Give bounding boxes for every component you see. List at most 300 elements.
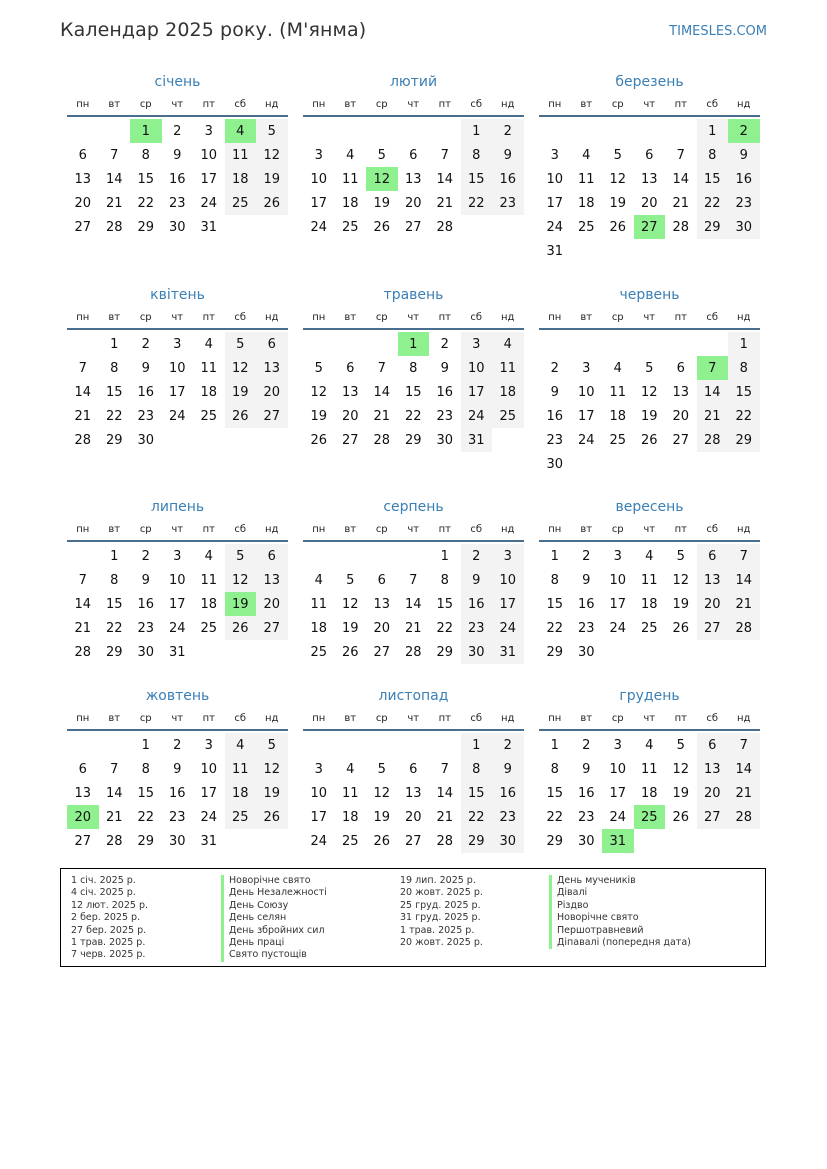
day-cell: 13	[256, 356, 288, 380]
day-cell: 31	[461, 428, 493, 452]
weekday-label: ср	[139, 523, 152, 535]
weekday-label: сб	[470, 98, 483, 110]
day-cell: 27	[404, 219, 422, 235]
holiday-date: 1 трав. 2025 р.	[400, 924, 475, 936]
day-cell: 2	[582, 548, 591, 564]
day-cell: 30	[577, 833, 595, 849]
holiday-date: 19 лип. 2025 р.	[400, 875, 476, 886]
day-cell: 16	[461, 592, 493, 616]
day-cell: 26	[373, 219, 391, 235]
month-12	[539, 685, 760, 853]
day-cell: 1	[461, 733, 493, 757]
day-cell: 27	[697, 616, 729, 640]
day-cell: 6	[645, 147, 654, 163]
month-7	[67, 496, 288, 664]
day-cell: 21	[672, 195, 690, 211]
day-grid	[303, 544, 524, 664]
day-cell: 23	[728, 191, 760, 215]
day-cell: 21	[728, 781, 760, 805]
weekday-label: ср	[611, 98, 624, 110]
month-name: лютий	[389, 74, 438, 90]
day-cell: 26	[256, 805, 288, 829]
month-name: грудень	[619, 688, 680, 704]
day-cell: 9	[492, 757, 524, 781]
day-cell: 7	[377, 360, 386, 376]
weekday-label: пн	[548, 523, 562, 535]
weekday-header	[303, 518, 524, 542]
day-blank	[602, 119, 634, 143]
day-cell: 7	[78, 572, 87, 588]
month-name: вересень	[615, 499, 684, 515]
day-cell: 18	[225, 167, 257, 191]
holiday-date: 7 черв. 2025 р.	[71, 949, 146, 961]
day-cell: 22	[105, 408, 123, 424]
day-cell: 5	[225, 332, 257, 356]
day-cell: 3	[173, 548, 182, 564]
holiday-name: День селян	[221, 912, 327, 924]
day-cell: 24	[609, 809, 627, 825]
day-cell: 18	[341, 195, 359, 211]
weekday-label: сб	[470, 523, 483, 535]
weekday-label: чт	[171, 311, 184, 323]
day-cell: 14	[436, 171, 454, 187]
day-cell: 25	[310, 644, 328, 660]
month-name: листопад	[378, 688, 449, 704]
day-cell: 9	[173, 147, 182, 163]
day-cell: 20	[672, 408, 690, 424]
day-cell: 17	[310, 809, 328, 825]
day-cell: 29	[461, 829, 493, 853]
day-cell: 20	[341, 408, 359, 424]
day-cell: 14	[697, 380, 729, 404]
weekday-label: ср	[139, 98, 152, 110]
weekday-label: нд	[265, 311, 279, 323]
day-cell: 5	[346, 572, 355, 588]
day-cell: 4	[346, 761, 355, 777]
day-cell: 7	[78, 360, 87, 376]
weekday-label: пт	[202, 523, 215, 535]
day-cell: 18	[200, 596, 218, 612]
day-blank	[571, 119, 603, 143]
day-cell: 7	[440, 147, 449, 163]
day-cell: 20	[67, 805, 99, 829]
weekday-label: ср	[139, 311, 152, 323]
day-blank	[99, 733, 131, 757]
day-cell: 7	[409, 572, 418, 588]
month-name: травень	[383, 287, 444, 303]
day-cell: 18	[492, 380, 524, 404]
day-cell: 3	[582, 360, 591, 376]
day-cell: 14	[436, 785, 454, 801]
day-cell: 10	[546, 171, 564, 187]
day-cell: 31	[602, 829, 634, 853]
holiday-name: День праці	[221, 937, 327, 949]
weekday-label: сб	[234, 712, 247, 724]
weekday-label: нд	[265, 523, 279, 535]
holiday-date: 12 лют. 2025 р.	[71, 899, 148, 911]
day-cell: 6	[697, 733, 729, 757]
month-9	[539, 496, 760, 664]
day-cell: 4	[613, 360, 622, 376]
day-cell: 4	[314, 572, 323, 588]
day-blank	[634, 332, 666, 356]
holiday-date: 20 жовт. 2025 р.	[400, 887, 483, 899]
day-cell: 2	[173, 123, 182, 139]
day-cell: 16	[168, 171, 186, 187]
weekday-label: нд	[501, 311, 515, 323]
day-cell: 4	[204, 336, 213, 352]
day-cell: 21	[697, 404, 729, 428]
day-cell: 20	[640, 195, 658, 211]
day-cell: 2	[141, 336, 150, 352]
day-cell: 13	[640, 171, 658, 187]
month-5	[303, 284, 524, 452]
day-cell: 1	[398, 332, 430, 356]
day-cell: 6	[256, 332, 288, 356]
holiday-date: 25 груд. 2025 р.	[400, 899, 481, 911]
day-cell: 10	[310, 785, 328, 801]
day-cell: 23	[436, 408, 454, 424]
day-cell: 18	[640, 785, 658, 801]
day-cell: 11	[492, 356, 524, 380]
weekday-label: чт	[171, 712, 184, 724]
day-cell: 30	[168, 219, 186, 235]
day-cell: 29	[728, 428, 760, 452]
day-cell: 20	[697, 781, 729, 805]
day-cell: 19	[609, 195, 627, 211]
day-cell: 10	[310, 171, 328, 187]
day-cell: 16	[436, 384, 454, 400]
day-cell: 26	[225, 616, 257, 640]
day-cell: 23	[546, 432, 564, 448]
day-cell: 25	[341, 833, 359, 849]
day-blank	[665, 119, 697, 143]
weekday-label: сб	[706, 523, 719, 535]
day-cell: 17	[168, 596, 186, 612]
month-10	[67, 685, 288, 853]
weekday-label: пт	[438, 712, 451, 724]
day-cell: 20	[404, 809, 422, 825]
day-cell: 12	[672, 761, 690, 777]
holidays-legend	[60, 868, 766, 967]
day-cell: 26	[609, 219, 627, 235]
weekday-label: ср	[611, 523, 624, 535]
day-grid	[303, 332, 524, 452]
day-cell: 27	[373, 644, 391, 660]
day-cell: 30	[168, 833, 186, 849]
weekday-label: пт	[674, 712, 687, 724]
weekday-header	[67, 707, 288, 731]
day-cell: 9	[461, 568, 493, 592]
day-cell: 28	[728, 805, 760, 829]
day-cell: 9	[728, 143, 760, 167]
weekday-label: чт	[643, 311, 656, 323]
weekday-label: вт	[580, 712, 593, 724]
day-cell: 28	[697, 428, 729, 452]
day-cell: 15	[105, 384, 123, 400]
weekday-label: пн	[312, 98, 326, 110]
day-cell: 3	[314, 761, 323, 777]
day-blank	[602, 332, 634, 356]
day-cell: 30	[546, 456, 564, 472]
weekday-label: пт	[674, 311, 687, 323]
day-cell: 23	[168, 809, 186, 825]
weekday-label: сб	[234, 311, 247, 323]
day-blank	[539, 119, 571, 143]
day-cell: 22	[546, 620, 564, 636]
day-cell: 13	[404, 171, 422, 187]
day-cell: 30	[492, 829, 524, 853]
day-cell: 3	[550, 147, 559, 163]
day-cell: 23	[577, 620, 595, 636]
day-cell: 6	[78, 147, 87, 163]
day-cell: 13	[697, 757, 729, 781]
day-cell: 14	[105, 171, 123, 187]
day-cell: 1	[130, 119, 162, 143]
day-cell: 23	[492, 191, 524, 215]
day-cell: 16	[577, 785, 595, 801]
day-cell: 15	[461, 167, 493, 191]
day-cell: 26	[373, 833, 391, 849]
day-cell: 23	[492, 805, 524, 829]
day-cell: 13	[74, 171, 92, 187]
day-cell: 17	[609, 596, 627, 612]
weekday-label: сб	[234, 523, 247, 535]
day-cell: 29	[105, 644, 123, 660]
day-cell: 21	[105, 195, 123, 211]
day-cell: 20	[697, 592, 729, 616]
day-cell: 5	[314, 360, 323, 376]
weekday-label: сб	[706, 712, 719, 724]
legend-right-dates	[400, 875, 483, 949]
day-cell: 21	[373, 408, 391, 424]
day-cell: 30	[461, 640, 493, 664]
day-cell: 20	[373, 620, 391, 636]
weekday-label: нд	[737, 98, 751, 110]
day-cell: 31	[168, 644, 186, 660]
day-blank	[67, 119, 99, 143]
day-cell: 15	[436, 596, 454, 612]
day-cell: 23	[137, 408, 155, 424]
day-cell: 12	[225, 568, 257, 592]
day-cell: 27	[672, 432, 690, 448]
day-cell: 31	[492, 640, 524, 664]
day-cell: 29	[105, 432, 123, 448]
day-cell: 25	[492, 404, 524, 428]
day-cell: 26	[256, 191, 288, 215]
site-link[interactable]: TIMESLES.COM	[669, 24, 767, 39]
day-blank	[429, 733, 461, 757]
weekday-label: сб	[706, 311, 719, 323]
day-cell: 7	[676, 147, 685, 163]
day-cell: 19	[640, 408, 658, 424]
day-cell: 20	[256, 592, 288, 616]
weekday-label: ср	[375, 712, 388, 724]
day-cell: 26	[672, 809, 690, 825]
day-cell: 21	[436, 195, 454, 211]
day-cell: 25	[609, 432, 627, 448]
legend-left-names	[221, 875, 327, 962]
day-cell: 28	[74, 432, 92, 448]
weekday-label: чт	[643, 523, 656, 535]
day-cell: 8	[461, 143, 493, 167]
day-cell: 31	[200, 219, 218, 235]
day-cell: 6	[377, 572, 386, 588]
day-cell: 3	[314, 147, 323, 163]
month-6	[539, 284, 760, 476]
day-grid	[303, 733, 524, 853]
day-cell: 12	[366, 167, 398, 191]
month-4	[67, 284, 288, 452]
day-cell: 15	[728, 380, 760, 404]
day-cell: 21	[105, 809, 123, 825]
day-cell: 10	[168, 572, 186, 588]
weekday-label: пт	[202, 712, 215, 724]
month-name: серпень	[383, 499, 444, 515]
month-name: квітень	[150, 287, 205, 303]
day-cell: 4	[645, 548, 654, 564]
day-cell: 14	[728, 568, 760, 592]
day-cell: 13	[341, 384, 359, 400]
holiday-name: Першотравневий	[549, 925, 691, 937]
day-cell: 10	[492, 568, 524, 592]
day-cell: 15	[137, 171, 155, 187]
day-cell: 23	[461, 616, 493, 640]
day-cell: 29	[546, 644, 564, 660]
weekday-label: нд	[501, 523, 515, 535]
day-cell: 10	[577, 384, 595, 400]
day-cell: 26	[640, 432, 658, 448]
day-cell: 17	[609, 785, 627, 801]
day-cell: 25	[341, 219, 359, 235]
day-cell: 7	[728, 544, 760, 568]
day-cell: 6	[256, 544, 288, 568]
day-cell: 28	[105, 833, 123, 849]
holiday-date: 31 груд. 2025 р.	[400, 912, 481, 924]
day-cell: 8	[110, 572, 119, 588]
weekday-label: нд	[501, 98, 515, 110]
day-cell: 28	[373, 432, 391, 448]
weekday-label: пн	[548, 311, 562, 323]
day-cell: 8	[461, 757, 493, 781]
holiday-name: День Незалежності	[221, 887, 327, 899]
day-cell: 9	[550, 384, 559, 400]
day-cell: 1	[141, 737, 150, 753]
day-cell: 17	[310, 195, 328, 211]
day-cell: 9	[141, 360, 150, 376]
day-cell: 24	[492, 616, 524, 640]
day-cell: 16	[546, 408, 564, 424]
weekday-label: вт	[108, 712, 121, 724]
day-cell: 3	[204, 123, 213, 139]
month-name: січень	[154, 74, 201, 90]
day-cell: 9	[582, 761, 591, 777]
day-cell: 19	[373, 195, 391, 211]
weekday-label: нд	[265, 712, 279, 724]
day-cell: 17	[168, 384, 186, 400]
holiday-name: Новорічне свято	[549, 912, 691, 924]
day-grid	[539, 119, 760, 263]
weekday-label: чт	[643, 98, 656, 110]
day-cell: 21	[74, 408, 92, 424]
day-cell: 29	[697, 215, 729, 239]
day-cell: 8	[550, 572, 559, 588]
day-cell: 6	[409, 147, 418, 163]
day-cell: 5	[613, 147, 622, 163]
day-cell: 19	[373, 809, 391, 825]
day-cell: 12	[310, 384, 328, 400]
weekday-header	[539, 93, 760, 117]
day-cell: 29	[404, 432, 422, 448]
day-blank	[335, 119, 367, 143]
day-cell: 11	[341, 785, 359, 801]
day-cell: 24	[310, 833, 328, 849]
day-grid	[539, 544, 760, 664]
day-cell: 25	[640, 620, 658, 636]
day-cell: 29	[436, 644, 454, 660]
day-cell: 20	[256, 380, 288, 404]
weekday-label: чт	[407, 98, 420, 110]
weekday-label: чт	[407, 311, 420, 323]
day-cell: 3	[461, 332, 493, 356]
weekday-label: пн	[76, 98, 90, 110]
weekday-label: пн	[548, 712, 562, 724]
day-cell: 16	[168, 785, 186, 801]
day-cell: 9	[141, 572, 150, 588]
day-cell: 24	[310, 219, 328, 235]
holiday-date: 27 бер. 2025 р.	[71, 924, 147, 936]
holiday-name: Дівалі	[549, 887, 691, 899]
day-blank	[67, 733, 99, 757]
weekday-label: пт	[202, 98, 215, 110]
weekday-label: пт	[438, 523, 451, 535]
holiday-name: Діпавалі (попередня дата)	[549, 937, 691, 949]
day-blank	[366, 733, 398, 757]
day-cell: 4	[346, 147, 355, 163]
day-cell: 9	[582, 572, 591, 588]
holiday-date: 1 січ. 2025 р.	[71, 875, 136, 886]
weekday-label: пн	[312, 523, 326, 535]
day-blank	[398, 544, 430, 568]
day-cell: 31	[546, 243, 564, 259]
day-cell: 26	[341, 644, 359, 660]
day-cell: 11	[609, 384, 627, 400]
day-cell: 6	[409, 761, 418, 777]
day-cell: 11	[640, 761, 658, 777]
day-grid	[303, 119, 524, 239]
day-cell: 11	[225, 757, 257, 781]
day-cell: 30	[137, 644, 155, 660]
day-cell: 7	[697, 356, 729, 380]
day-cell: 27	[256, 616, 288, 640]
day-cell: 18	[609, 408, 627, 424]
day-blank	[539, 332, 571, 356]
day-cell: 13	[256, 568, 288, 592]
weekday-header	[539, 707, 760, 731]
day-cell: 10	[609, 761, 627, 777]
day-cell: 1	[461, 119, 493, 143]
day-cell: 12	[672, 572, 690, 588]
day-cell: 1	[440, 548, 449, 564]
day-cell: 1	[550, 737, 559, 753]
holiday-date: 2 бер. 2025 р.	[71, 912, 141, 924]
day-blank	[303, 332, 335, 356]
weekday-header	[67, 93, 288, 117]
day-cell: 29	[137, 833, 155, 849]
day-cell: 30	[137, 432, 155, 448]
day-cell: 7	[110, 147, 119, 163]
day-cell: 13	[404, 785, 422, 801]
